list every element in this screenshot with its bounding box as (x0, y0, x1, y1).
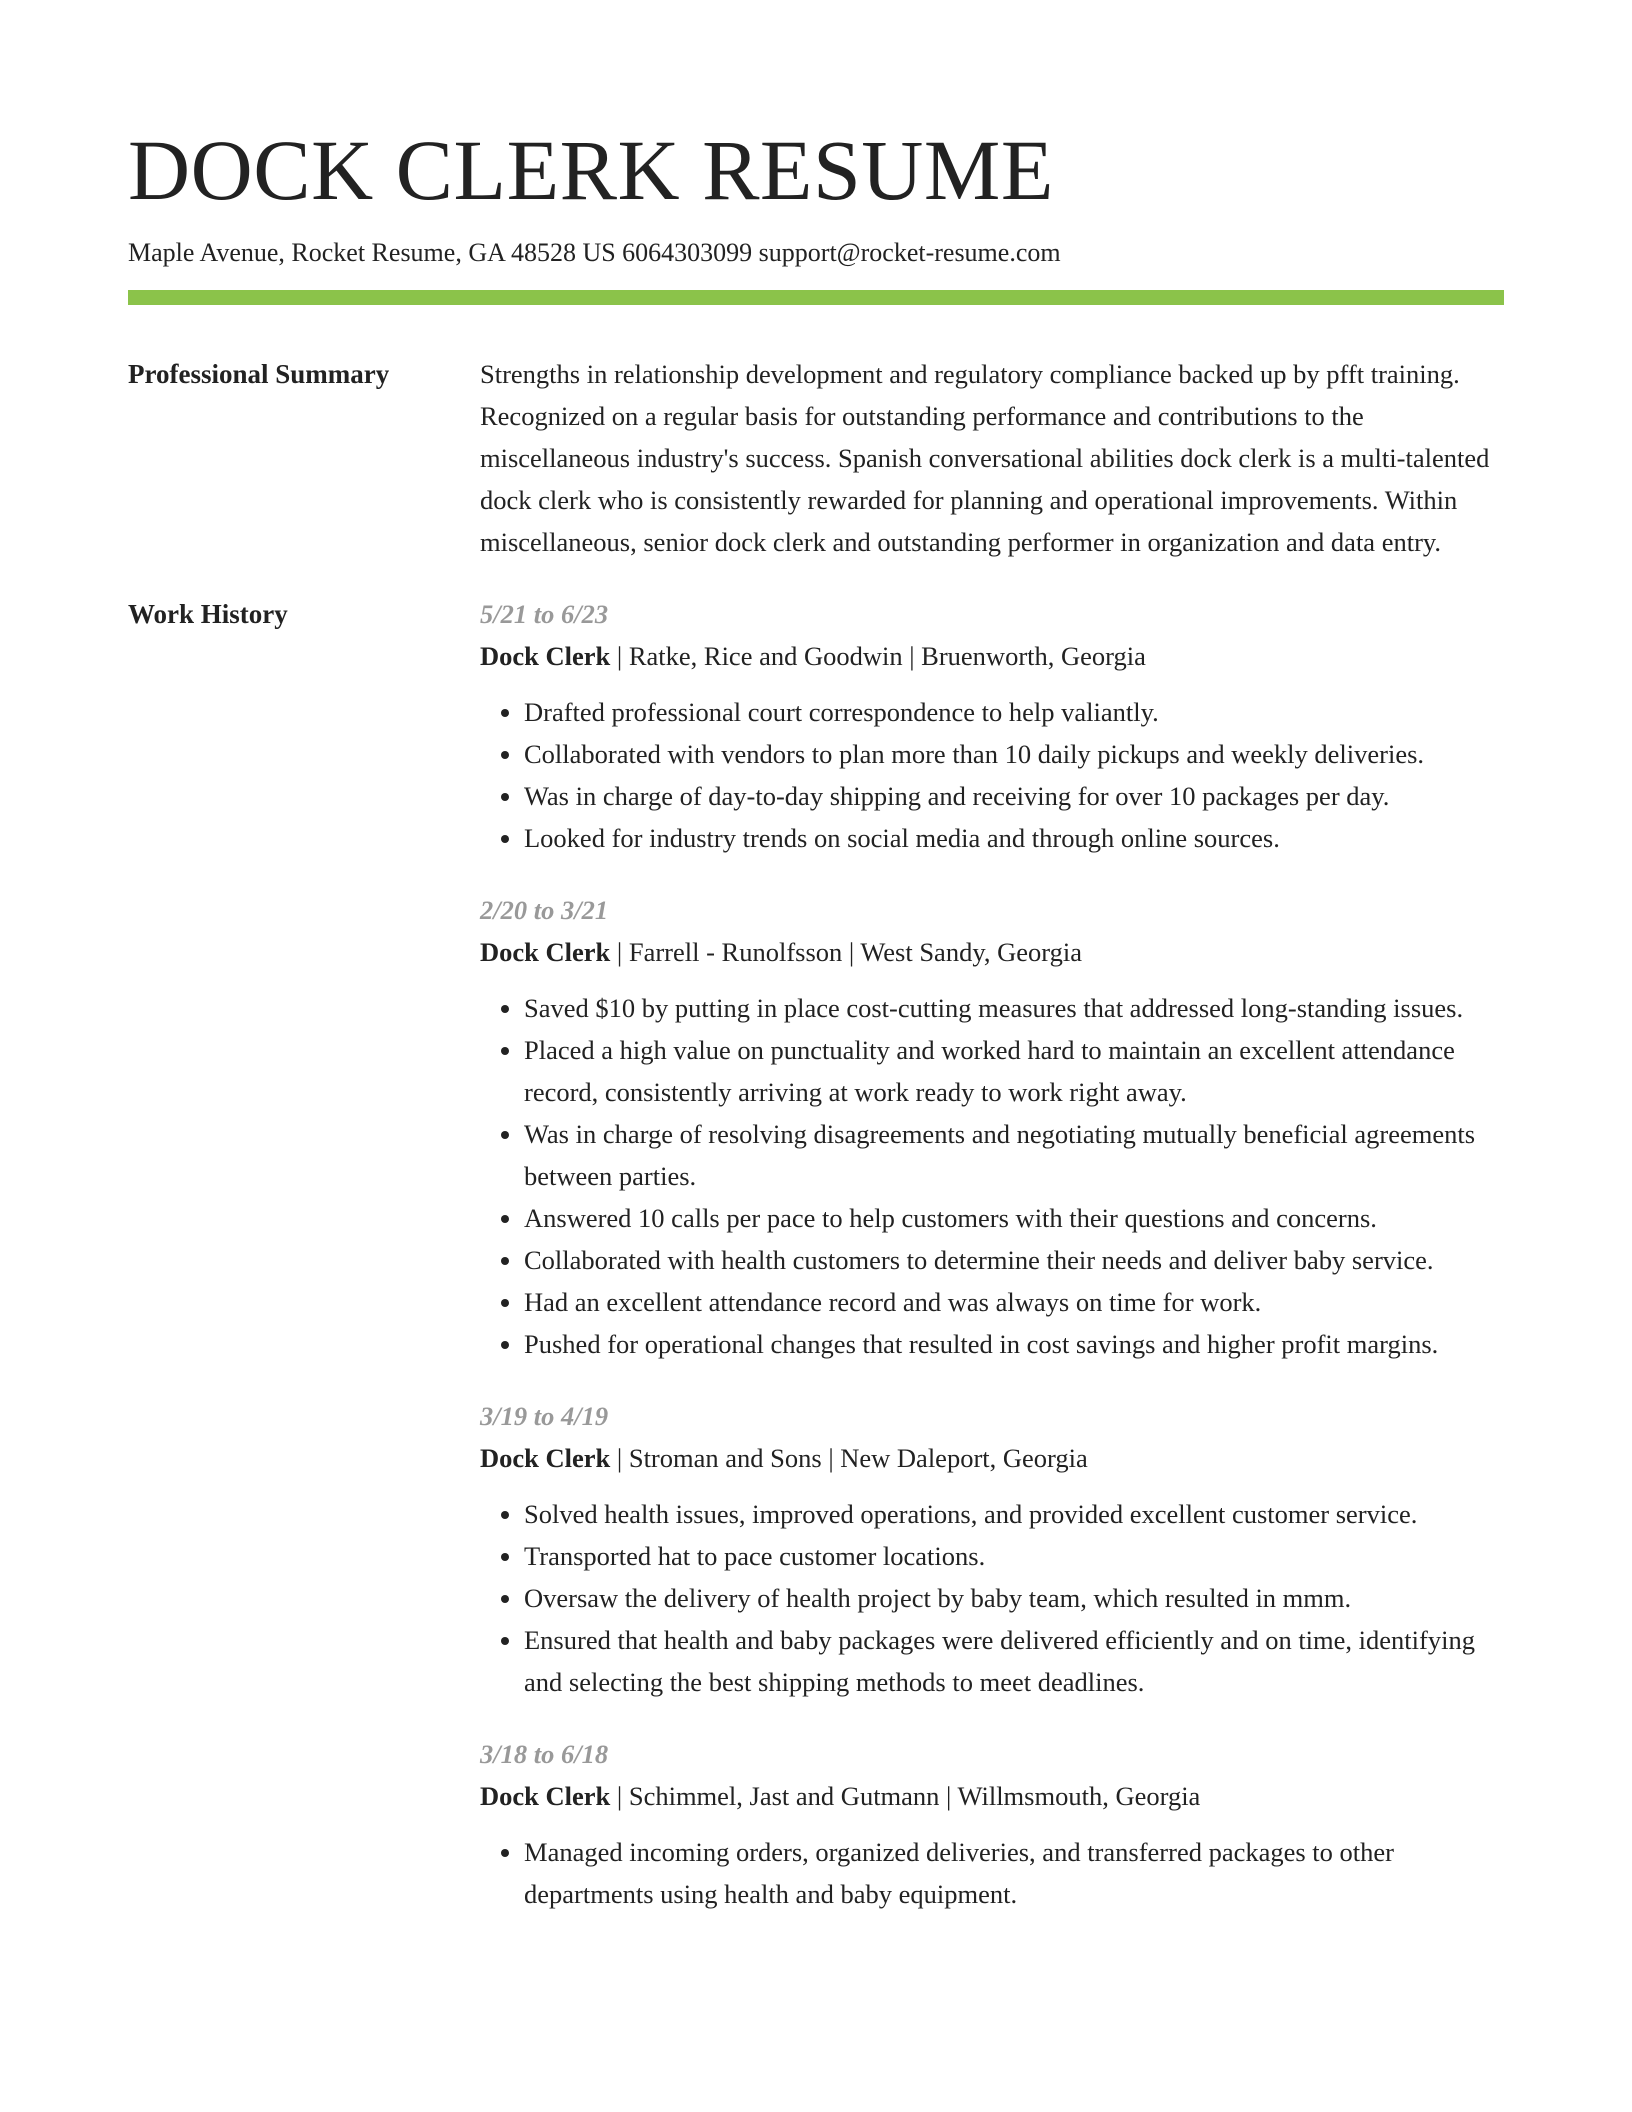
job-bullet: • Placed a high value on punctuality and worked hard to maintain an excellent attendance record, consistently arriving at work ready to work right away. (524, 1029, 1504, 1113)
job-bullet: • Looked for industry trends on social media and through online sources. (524, 817, 1504, 859)
job-bullet-list (480, 1493, 1504, 1703)
job-dates: 3/18 to 6/18 (480, 1739, 609, 1769)
job-bullet: • Ensured that health and baby packages were delivered efficiently and on time, identifying and selecting the best shipping methods to meet deadlines. (524, 1619, 1504, 1703)
job-heading (480, 1775, 1504, 1817)
job-bullet: • Answered 10 calls per pace to help customers with their questions and concerns. (524, 1197, 1504, 1239)
job-bullet: • Transported hat to pace customer locations. (524, 1535, 1504, 1577)
contact-info: Maple Avenue, Rocket Resume, GA 48528 US 6064303099 support@rocket-resume.com (128, 238, 1061, 267)
job-bullet: • Solved health issues, improved operations, and provided excellent customer service. (524, 1493, 1504, 1535)
job-heading (480, 931, 1504, 973)
job-dates: 5/21 to 6/23 (480, 599, 609, 629)
job-bullet: • Had an excellent attendance record and was always on time for work. (524, 1281, 1504, 1323)
job-employer-location: | Ratke, Rice and Goodwin | Bruenworth, Georgia (610, 641, 1146, 671)
job-entry (480, 1733, 1504, 1915)
job-bullet: • Was in charge of resolving disagreements and negotiating mutually beneficial agreements between parties. (524, 1113, 1504, 1197)
job-entry (480, 593, 1504, 859)
job-dates: 2/20 to 3/21 (480, 895, 609, 925)
job-bullet-list (480, 987, 1504, 1365)
job-heading (480, 635, 1504, 677)
summary-body (480, 353, 1504, 563)
job-title: Dock Clerk (480, 1443, 611, 1473)
job-employer-location: | Farrell - Runolfsson | West Sandy, Georgia (610, 937, 1082, 967)
work-history-section (128, 593, 1504, 1945)
summary-text: Strengths in relationship development and regulatory compliance backed up by pfft training. Recognized on a regular basis for outstanding performance and contributions to the miscellaneous industry's success. Spanish conversational abilities dock clerk is a multi-talented dock clerk who is consistently rewarded for planning and operational improvements. Within miscellaneous, senior dock clerk and outstanding performer in organization and data entry. (480, 359, 1490, 557)
section-label-summary: Professional Summary (128, 359, 390, 389)
job-bullet-list (480, 691, 1504, 859)
job-bullet: • Oversaw the delivery of health project by baby team, which resulted in mmm. (524, 1577, 1504, 1619)
job-bullet: • Managed incoming orders, organized deliveries, and transferred packages to other departments using health and baby equipment. (524, 1831, 1504, 1915)
job-title: Dock Clerk (480, 641, 611, 671)
job-dates: 3/19 to 4/19 (480, 1401, 609, 1431)
job-bullet: • Collaborated with vendors to plan more than 10 daily pickups and weekly deliveries. (524, 733, 1504, 775)
work-history-list (480, 593, 1504, 1945)
job-bullet: • Pushed for operational changes that resulted in cost savings and higher profit margins. (524, 1323, 1504, 1365)
job-employer-location: | Stroman and Sons | New Daleport, Georgia (610, 1443, 1088, 1473)
professional-summary-section (128, 353, 1504, 563)
job-bullet: • Drafted professional court correspondence to help valiantly. (524, 691, 1504, 733)
job-entry (480, 889, 1504, 1365)
job-bullet: • Saved $10 by putting in place cost-cutting measures that addressed long-standing issues. (524, 987, 1504, 1029)
job-bullet-list (480, 1831, 1504, 1915)
resume-page (128, 120, 1504, 1945)
section-label-work-history: Work History (128, 599, 288, 629)
job-bullet: • Collaborated with health customers to determine their needs and deliver baby service. (524, 1239, 1504, 1281)
header-accent-rule (128, 290, 1504, 305)
job-bullet: • Was in charge of day-to-day shipping and receiving for over 10 packages per day. (524, 775, 1504, 817)
resume-title: DOCK CLERK RESUME (128, 122, 1054, 218)
job-heading (480, 1437, 1504, 1479)
job-entry (480, 1395, 1504, 1703)
job-employer-location: | Schimmel, Jast and Gutmann | Willmsmouth, Georgia (610, 1781, 1201, 1811)
job-title: Dock Clerk (480, 937, 611, 967)
job-title: Dock Clerk (480, 1781, 611, 1811)
